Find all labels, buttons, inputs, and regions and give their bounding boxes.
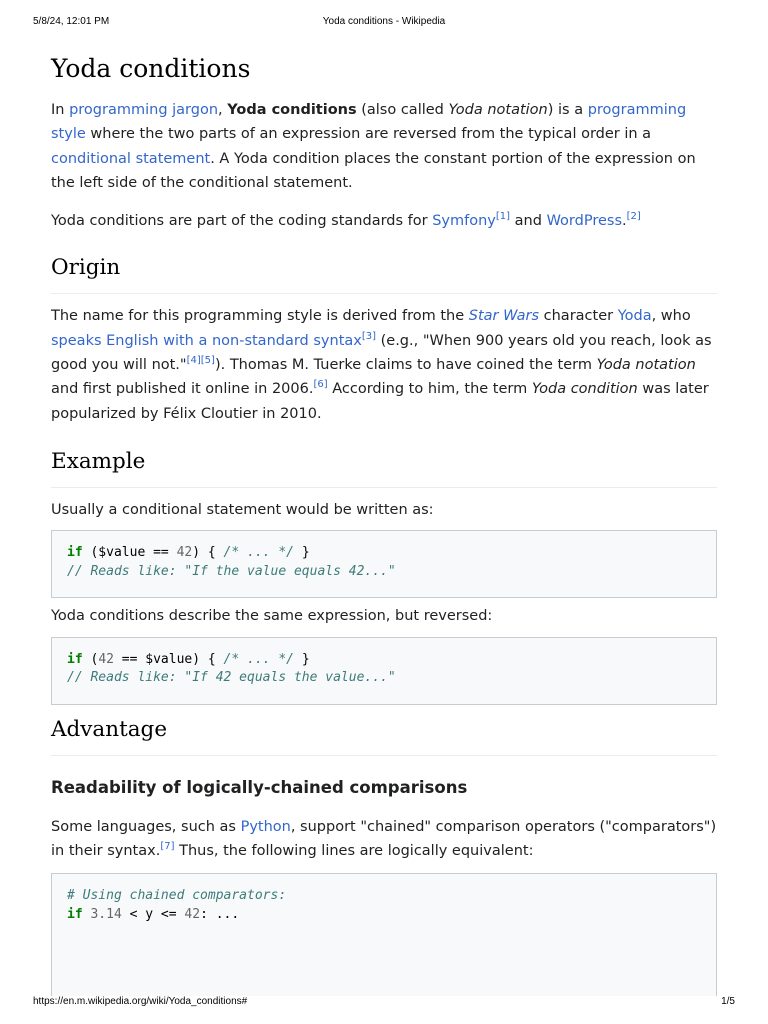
italic-term: Yoda condition (531, 381, 638, 398)
ref-5[interactable]: [5] (200, 355, 215, 367)
code-line: if ($value == 42) { /* ... */ } (67, 545, 310, 561)
code-comment: // Reads like: "If the value equals 42..." (67, 563, 396, 579)
subsection-heading-readability: Readability of logically-chained comparisons (51, 777, 468, 797)
print-page-number: 1/5 (721, 996, 735, 1007)
print-url: https://en.m.wikipedia.org/wiki/Yoda_conditions# (33, 996, 248, 1007)
link-python[interactable]: Python (240, 818, 291, 835)
print-datetime: 5/8/24, 12:01 PM (33, 16, 110, 27)
standards-paragraph: Yoda conditions are part of the coding standards for Symfony[1] and WordPress.[2] (51, 211, 641, 230)
link-star-wars[interactable]: Star Wars (468, 308, 540, 325)
code-comment: // Reads like: "If 42 equals the value..." (67, 670, 396, 686)
example-paragraph-2: Yoda conditions describe the same expression, but reversed: (51, 608, 493, 625)
ref-4[interactable]: [4] (186, 355, 201, 367)
link-yoda[interactable]: Yoda (617, 308, 652, 325)
link-programming-style[interactable]: programming style (51, 102, 687, 143)
link-non-standard-syntax[interactable]: speaks English with a non-standard syntax (51, 332, 362, 349)
code-block-1 (51, 530, 717, 598)
article-content (51, 52, 717, 996)
print-header (0, 16, 768, 30)
origin-paragraph: The name for this programming style is derived from the Star Wars character Yoda, who speaks English with a non-standard syntax[3] (e.g., "When 900 years old you reach, look as good you will not."[4][5]). Thomas M. Tuerke claims to have coined the term Yoda notation and first published it online in 2006.[6] According to him, the term Yoda condition was later popularized by Félix Cloutier in 2010. (51, 308, 712, 422)
italic-term: Yoda notation (596, 357, 696, 374)
ref-6[interactable]: [6] (313, 379, 328, 391)
italic-term: Yoda notation (448, 102, 548, 118)
ref-1[interactable]: [1] (495, 211, 511, 223)
link-programming-jargon[interactable]: programming jargon (69, 102, 219, 118)
link-wordpress[interactable]: WordPress (546, 213, 622, 230)
print-footer (0, 996, 768, 1010)
bold-term: Yoda conditions (227, 102, 357, 118)
page-title: Yoda conditions (51, 54, 251, 83)
code-line: if (42 == $value) { /* ... */ } (67, 651, 310, 667)
link-symfony[interactable]: Symfony (432, 213, 496, 230)
code-line: if 3.14 < y <= 42: ... (67, 906, 240, 922)
ref-3[interactable]: [3] (361, 330, 377, 342)
section-heading-example: Example (51, 447, 717, 488)
ref-2[interactable]: [2] (626, 211, 641, 223)
code-block-3 (51, 873, 717, 996)
advantage-paragraph: Some languages, such as Python, support "chained" comparison operators ("comparators") in their syntax.[7] Thus, the following lines are logically equivalent: (51, 818, 717, 859)
section-heading-origin: Origin (51, 253, 717, 294)
code-block-2 (51, 637, 717, 705)
link-conditional-statement[interactable]: conditional statement (51, 150, 211, 167)
print-page-title: Yoda conditions - Wikipedia (322, 16, 446, 27)
ref-7[interactable]: [7] (160, 840, 175, 852)
example-paragraph-1: Usually a conditional statement would be written as: (51, 501, 434, 518)
intro-paragraph: In programming jargon, Yoda conditions (also called Yoda notation) is a programming style where the two parts of an expression are reversed from the typical order in a conditional statement. A Yoda condition places the constant portion of the expression on the left side of the conditional statement. (51, 102, 696, 191)
section-heading-advantage: Advantage (51, 715, 717, 756)
code-comment: # Using chained comparators: (67, 888, 287, 904)
